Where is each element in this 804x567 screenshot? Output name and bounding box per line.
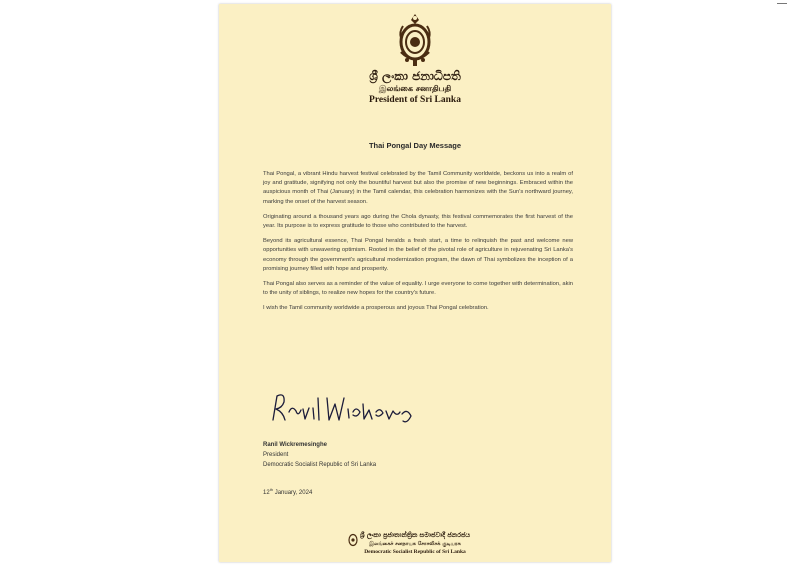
signer-country: Democratic Socialist Republic of Sri Lanka [263,462,377,468]
handwritten-signature [269,390,414,428]
header-title-sinhala: ශ්‍රී ලංකා ජනාධිපති [369,69,461,83]
footer-line-english: Democratic Socialist Republic of Sri Lanka [364,549,466,555]
date-day: 12 [263,490,270,496]
paragraph-5: I wish the Tamil community worldwide a prosperous and joyous Thai Pongal celebration. [263,305,489,312]
national-emblem-icon [395,12,435,68]
signer-position: President [263,452,289,458]
date-suffix: th [269,487,274,492]
header-title-tamil: இலங்கை சனாதிபதி [378,84,452,93]
footer-line-sinhala: ශ්‍රී ලංකා ප්‍රජාතාන්ත්‍රික සමාජවාදී ජනරජය [359,531,471,539]
document-title: Thai Pongal Day Message [368,141,462,150]
paragraph-1: Thai Pongal, a vibrant Hindu harvest festival celebrated by the Tamil Community worldwide, beckons us into a realm of joy and gratitude, signifying not only the bountiful harvest but also the promise of new beginnings. Embraced within the auspicious month of Thai (January) in the Tamil calendar, this celebration harmonizes with the Sun's northward journey, marking the onset of the harvest season. [263,171,573,205]
date-rest: January, 2024 [273,490,313,496]
header-title-english: President of Sri Lanka [369,95,461,105]
paragraph-3: Beyond its agricultural essence, Thai Pongal heralds a fresh start, a time to relinquish the past and welcome new opportunities with unwavering optimism. Rooted in the belief of the pivotal role of agriculture in rejuvenating Sri Lanka's economy through the government's agricultural modernization program, the dawn of Thai symbolizes the inception of a promising journey filled with hope and prosperity. [263,238,573,272]
letter-page [219,4,611,562]
signer-name: Ranil Wickremesinghe [263,442,327,448]
paragraph-4: Thai Pongal also serves as a reminder of the value of equality. I urge everyone to come together with determination, akin to the unity of siblings, to realize new hopes for the country's future. [263,281,573,297]
letter-date [263,487,312,496]
paragraph-2: Originating around a thousand years ago during the Chola dynasty, this festival commemorates the first harvest of the year. Its purpose is to express gratitude to those who contributed to the harvest. [263,213,573,230]
signer-block [263,440,376,470]
message-body [263,170,573,320]
footer-line-tamil: இலங்கைச் சனநாயக சோசலிசக் குடியரசு [369,541,461,547]
page-edge-mark [777,3,787,4]
